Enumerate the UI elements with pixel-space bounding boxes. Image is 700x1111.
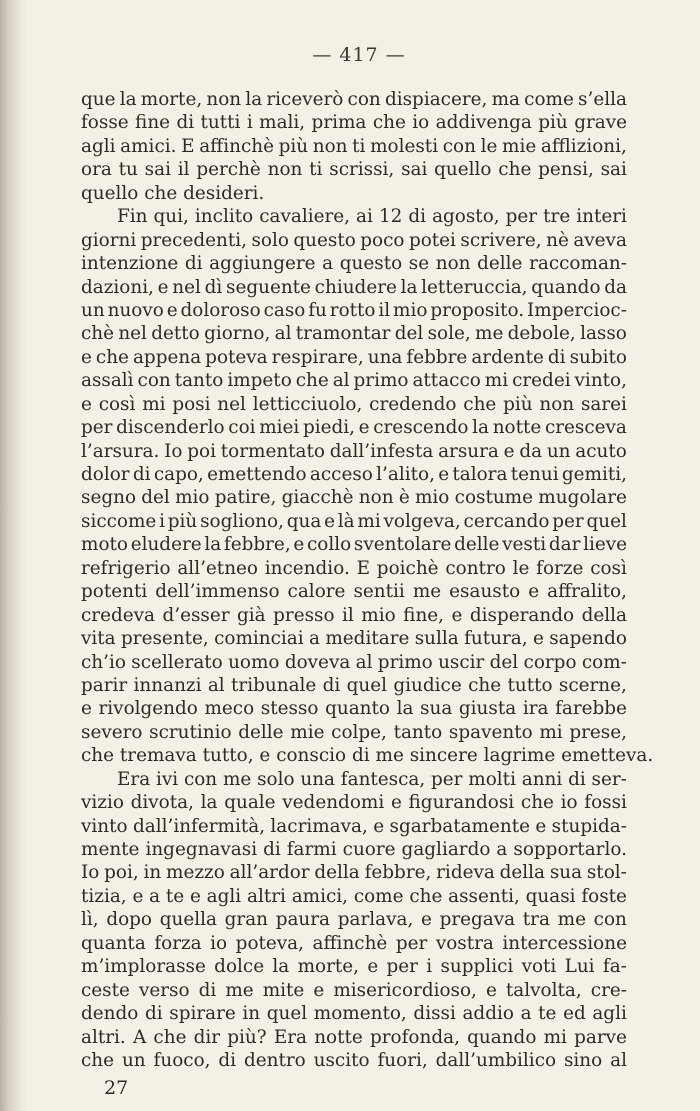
page-number: — 417 —	[312, 44, 406, 66]
text-line: parir innanzi al tribunale di quel giudice che tutto scerne,	[81, 674, 627, 696]
text-line: tizia, e a te e agli altri amici, come che assenti, quasi foste	[81, 885, 627, 907]
body-text	[81, 88, 654, 1072]
text-line: dolor di capo, emettendo acceso l’alito, e talora tenui gemiti,	[81, 464, 627, 485]
text-line: moto eludere la febbre, e collo sventolare delle vesti dar lieve	[81, 534, 627, 556]
text-line: e così mi posi nel letticciuolo, credendo che più non sarei	[81, 393, 627, 415]
text-line: Era ivi con me solo una fantesca, per molti anni di ser-	[117, 768, 627, 790]
text-line: quello che desideri.	[81, 182, 265, 204]
text-line: credeva d’esser già presso il mio fine, e disperando della	[81, 604, 627, 626]
text-line: giorni precedenti, solo questo poco potei scrivere, nè aveva	[81, 229, 627, 251]
text-line: vizio divota, la quale vedendomi e figurandosi che io fossi	[81, 792, 627, 814]
text-line: che tremava tutto, e conscio di me sincere lagrime emetteva.	[81, 745, 654, 767]
text-line: lì, dopo quella gran paura parlava, e pregava tra me con	[81, 909, 627, 931]
text-line: que la morte, non la riceverò con dispiacere, ma come s’ella	[81, 89, 627, 110]
text-line: refrigerio all’etneo incendio. E poichè contro le forze così	[81, 557, 627, 579]
signature-mark: 27	[104, 1077, 129, 1099]
text-line: un nuovo e doloroso caso fu rotto il mio proposito. Impercioc-	[81, 299, 627, 321]
text-line: fosse fine di tutti i mali, prima che io addivenga più grave	[81, 112, 627, 134]
text-line: severo scrutinio delle mie colpe, tanto spavento mi prese,	[81, 721, 627, 743]
text-line: agli amici. E affinchè più non ti molesti con le mie afflizioni,	[81, 135, 627, 157]
text-line: dazioni, e nel dì seguente chiudere la letteruccia, quando da	[81, 276, 627, 298]
text-line: vinto dall’infermità, lacrimava, e sgarbatamente e stupida-	[81, 815, 627, 837]
text-line: quanta forza io poteva, affinchè per vostra intercessione	[81, 932, 627, 954]
text-line: dendo di spirare in quel momento, dissi addio a te ed agli	[81, 1003, 627, 1025]
text-line: chè nel detto giorno, al tramontar del sole, me debole, lasso	[81, 323, 627, 345]
text-line: e rivolgendo meco stesso quanto la sua giusta ira farebbe	[81, 698, 627, 720]
text-line: altri. A che dir più? Era notte profonda, quando mi parve	[81, 1026, 627, 1048]
text-line: siccome i più sogliono, qua e là mi volgeva, cercando per quel	[81, 510, 627, 532]
text-line: ora tu sai il perchè non ti scrissi, sai quello che pensi, sai	[81, 159, 627, 181]
text-line: segno del mio patire, giacchè non è mio costume mugolare	[81, 487, 627, 509]
text-line: l’arsura. Io poi tormentato dall’infesta arsura e da un acuto	[81, 440, 627, 462]
text-line: ch’io scellerato uomo doveva al primo uscir del corpo com-	[81, 651, 627, 673]
text-line: Fin qui, inclito cavaliere, ai 12 di agosto, per tre interi	[117, 206, 627, 228]
spine-shadow	[0, 0, 28, 1111]
text-line: m’implorasse dolce la morte, e per i supplici voti Lui fa-	[81, 956, 627, 978]
text-line: assalì con tanto impeto che al primo attacco mi credei vinto,	[81, 370, 627, 392]
text-line: intenzione di aggiungere a questo se non delle raccoman-	[81, 253, 627, 275]
text-line: mente ingegnavasi di farmi cuore gagliardo a sopportarlo.	[81, 839, 627, 860]
text-line: per discenderlo coi miei piedi, e crescendo la notte cresceva	[81, 417, 627, 439]
text-line: ceste verso di me mite e misericordioso, e talvolta, cre-	[81, 979, 627, 1001]
text-line: e che appena poteva respirare, una febbre ardente di subito	[81, 346, 627, 368]
text-line: potenti dell’immenso calore sentii me esausto e affralito,	[81, 581, 627, 603]
text-line: che un fuoco, di dentro uscito fuori, dall’umbilico sino al	[81, 1049, 627, 1071]
text-line: vita presente, cominciai a meditare sulla futura, e sapendo	[81, 628, 627, 650]
text-line: Io poi, in mezzo all’ardor della febbre, rideva della sua stol-	[81, 862, 627, 884]
